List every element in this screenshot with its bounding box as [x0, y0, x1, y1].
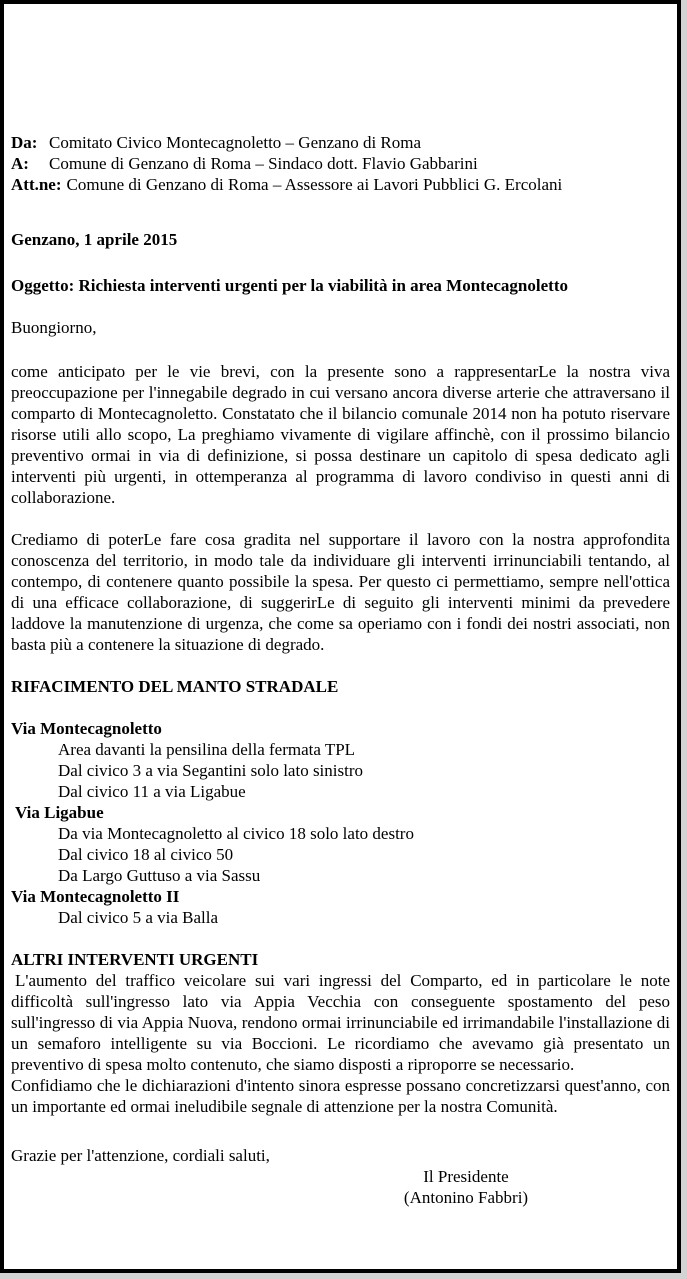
street-item: Area davanti la pensilina della fermata TPL — [58, 740, 356, 759]
to-label: A: — [11, 154, 29, 173]
spacer — [11, 338, 670, 361]
spacer — [11, 1117, 670, 1145]
from-label: Da: — [11, 133, 38, 152]
to-text: Comune di Genzano di Roma – Sindaco dott. Flavio Gabbarini — [49, 154, 478, 173]
to-line — [11, 153, 670, 174]
spacer — [11, 250, 670, 275]
spacer — [11, 928, 670, 949]
spacer — [11, 697, 670, 718]
date-line: Genzano, 1 aprile 2015 — [11, 230, 178, 249]
roadworks-group-1 — [11, 718, 670, 802]
street-item: Da via Montecagnoletto al civico 18 solo lato destro — [58, 824, 414, 843]
other-heading: ALTRI INTERVENTI URGENTI — [11, 950, 259, 969]
body-paragraph-2: Crediamo di poterLe fare cosa gradita nel supportare il lavoro con la nostra approfondita conoscenza del territorio, in modo tale da individuare gli interventi irrinunciabili tentando, al contempo, di contenere quanto possibile la spesa. Per questo ci permettiamo, sempre nell'ottica di una efficace collaborazione, di suggerirLe di seguito gli interventi minimi da prevedere laddove la manutenzione di urgenza, che come sa operiamo con i fondi dei nostri associati, non basta più a contenere la situazione di degrado. — [11, 530, 670, 654]
signature-name: (Antonino Fabbri) — [403, 1188, 529, 1207]
roadworks-heading: RIFACIMENTO DEL MANTO STRADALE — [11, 677, 339, 696]
other-paragraph-2: Confidiamo che le dichiarazioni d'intento sinora espresse possano concretizzarsi quest'anno, con un importante ed ormai ineludibile segnale di attenzione per la nostra Comunità. — [11, 1076, 670, 1116]
greeting-line: Buongiorno, — [11, 318, 97, 337]
from-line — [11, 132, 670, 153]
signature-title: Il Presidente — [423, 1167, 509, 1186]
closing-line: Grazie per l'attenzione, cordiali saluti, — [11, 1146, 270, 1165]
attn-line — [11, 174, 670, 195]
spacer — [11, 296, 670, 317]
subject-line: Oggetto: Richiesta interventi urgenti per la viabilità in area Montecagnoletto — [11, 276, 568, 295]
other-paragraph-1: L'aumento del traffico veicolare sui vari ingressi del Comparto, ed in particolare le note difficoltà sull'ingresso lato via Appia Vecchia con conseguente spostamento del peso sull'ingresso di via Appia Nuova, rendono ormai irrinunciabile ed irrimandabile l'installazione di un semaforo intelligente su via Boccioni. Le ricordiamo che avevamo già presentato un preventivo di spesa molto contenuto, che siamo disposti a riproporre se necessario. — [11, 971, 670, 1074]
street-name: Via Ligabue — [15, 803, 104, 822]
attn-label: Att.ne: — [11, 175, 62, 194]
roadworks-group-3 — [11, 886, 670, 928]
spacer — [11, 195, 670, 229]
street-item: Da Largo Guttuso a via Sassu — [58, 866, 261, 885]
street-item: Dal civico 11 a via Ligabue — [58, 782, 246, 801]
body-paragraph-1: come anticipato per le vie brevi, con la presente sono a rappresentarLe la nostra viva preoccupazione per l'innegabile degrado in cui versano ancora diverse arterie che attraversano il comparto di Montecagnoletto. Constatato che il bilancio comunale 2014 non ha potuto riservare risorse utili allo scopo, La preghiamo vivamente di vigilare affinchè, con il prossimo bilancio preventivo ormai in via di definizione, si possa destinare un capitolo di spesa dedicato agli interventi più urgenti, in ottemperanza al programma di lavoro condiviso in questi anni di collaborazione. — [11, 362, 670, 507]
street-name: Via Montecagnoletto II — [11, 887, 180, 906]
street-name: Via Montecagnoletto — [11, 719, 162, 738]
street-item: Dal civico 5 a via Balla — [58, 908, 219, 927]
signature-block — [266, 1166, 666, 1208]
street-item: Dal civico 3 a via Segantini solo lato sinistro — [58, 761, 364, 780]
spacer — [11, 655, 670, 676]
from-text: Comitato Civico Montecagnoletto – Genzano di Roma — [49, 133, 422, 152]
spacer — [11, 508, 670, 529]
roadworks-group-2 — [11, 802, 670, 886]
street-item: Dal civico 18 al civico 50 — [58, 845, 234, 864]
attn-text: Comune di Genzano di Roma – Assessore ai Lavori Pubblici G. Ercolani — [66, 175, 563, 194]
